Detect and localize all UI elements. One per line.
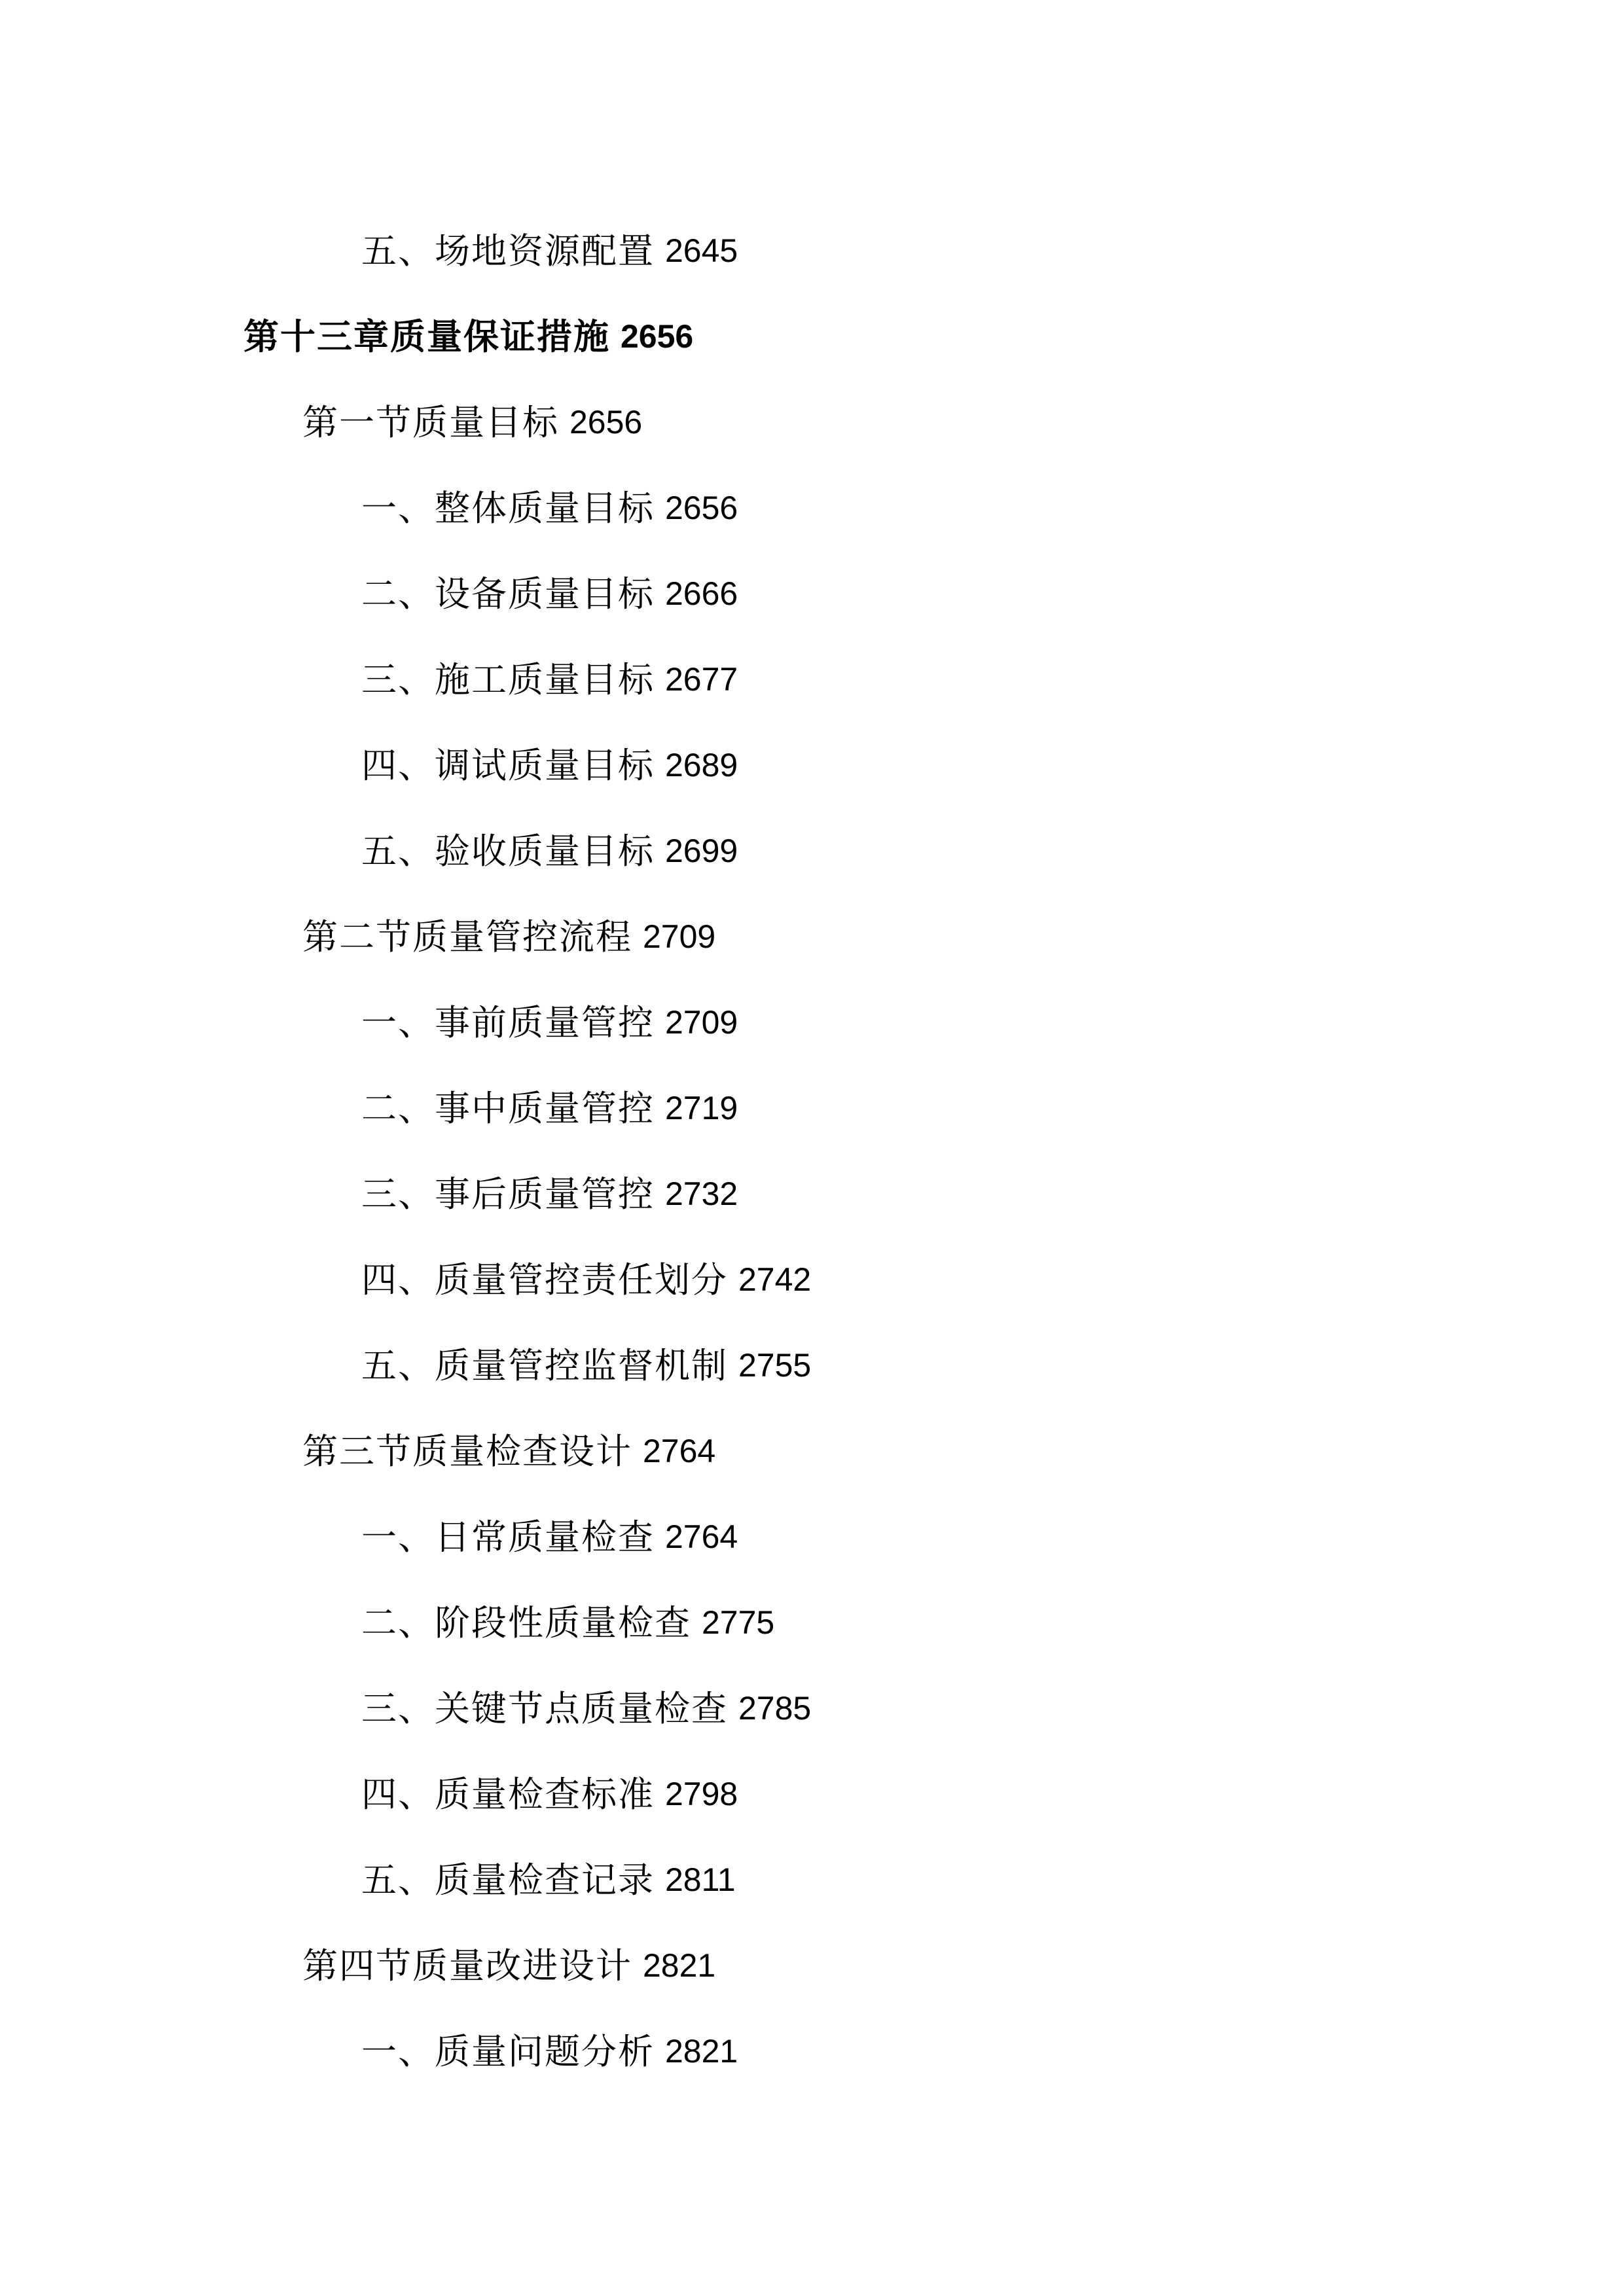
toc-entry-page: 2732: [665, 1175, 738, 1212]
toc-entry-title: 四、质量管控责任划分: [361, 1259, 728, 1300]
toc-entry-page: 2775: [702, 1604, 775, 1641]
toc-entry[interactable]: [0, 723, 1624, 808]
toc-entry[interactable]: [0, 465, 1624, 551]
toc-entry[interactable]: [0, 551, 1624, 637]
toc-entry-page: 2811: [665, 1861, 736, 1898]
toc-entry-page: 2666: [665, 575, 738, 612]
toc-entry[interactable]: [0, 1494, 1624, 1580]
toc-entry-title: 三、施工质量目标: [361, 659, 655, 700]
toc-entry-title: 五、场地资源配置: [361, 230, 655, 272]
toc-entry-title: 二、事中质量管控: [361, 1088, 655, 1129]
toc-entry-title: 三、事后质量管控: [361, 1174, 655, 1215]
toc-entry-title: 四、调试质量目标: [361, 745, 655, 786]
toc-entry-page: 2755: [738, 1347, 812, 1384]
toc-entry-section[interactable]: [0, 380, 1624, 465]
toc-entry-page: 2699: [665, 833, 738, 869]
toc-entry-title: 一、整体质量目标: [361, 488, 655, 529]
toc-entry-page: 2645: [665, 232, 738, 269]
toc-entry-section[interactable]: [0, 894, 1624, 980]
toc-entry[interactable]: [0, 980, 1624, 1066]
toc-entry-section[interactable]: [0, 1923, 1624, 2009]
toc-entry-title: 一、日常质量检查: [361, 1516, 655, 1558]
toc-entry[interactable]: [0, 2009, 1624, 2094]
toc-entry-section[interactable]: [0, 1408, 1624, 1494]
toc-entry[interactable]: [0, 1666, 1624, 1751]
toc-entry-page: 2677: [665, 661, 738, 698]
toc-entry[interactable]: [0, 637, 1624, 723]
toc-entry-page: 2764: [665, 1518, 738, 1555]
toc-entry-page: 2785: [738, 1690, 812, 1727]
toc-entry-page: 2656: [621, 318, 694, 355]
toc-entry-title: 一、事前质量管控: [361, 1002, 655, 1043]
toc-entry-page: 2709: [665, 1004, 738, 1041]
toc-entry[interactable]: [0, 1237, 1624, 1323]
toc-entry-title: 五、质量检查记录: [361, 1859, 655, 1901]
toc-entry[interactable]: [0, 208, 1624, 294]
toc-entry-title: 一、质量问题分析: [361, 2031, 655, 2072]
toc-entry[interactable]: [0, 808, 1624, 894]
toc-entry-title: 第一节质量目标: [302, 402, 559, 443]
toc-entry-page: 2656: [665, 490, 738, 526]
toc-entry-title: 第三节质量检查设计: [302, 1431, 632, 1472]
table-of-contents: [0, 208, 1624, 2094]
toc-entry-title: 第二节质量管控流程: [302, 916, 632, 958]
toc-entry-title: 五、质量管控监督机制: [361, 1345, 728, 1386]
toc-entry-page: 2798: [665, 1776, 738, 1812]
toc-entry-chapter[interactable]: [0, 294, 1624, 380]
toc-entry[interactable]: [0, 1751, 1624, 1837]
toc-entry[interactable]: [0, 1580, 1624, 1666]
toc-entry-title: 三、关键节点质量检查: [361, 1688, 728, 1729]
toc-entry-title: 五、验收质量目标: [361, 831, 655, 872]
toc-entry-title: 二、设备质量目标: [361, 573, 655, 615]
toc-entry[interactable]: [0, 1066, 1624, 1151]
toc-entry-title: 四、质量检查标准: [361, 1774, 655, 1815]
toc-entry[interactable]: [0, 1323, 1624, 1408]
toc-entry[interactable]: [0, 1837, 1624, 1923]
toc-entry-title: 二、阶段性质量检查: [361, 1602, 691, 1643]
toc-entry-page: 2719: [665, 1090, 738, 1126]
toc-entry-page: 2656: [569, 404, 643, 440]
toc-entry-page: 2821: [643, 1947, 716, 1984]
toc-entry-page: 2689: [665, 747, 738, 783]
toc-entry-page: 2821: [665, 2033, 738, 2070]
toc-entry-page: 2742: [738, 1261, 812, 1298]
toc-entry[interactable]: [0, 1151, 1624, 1237]
toc-entry-page: 2709: [643, 918, 716, 955]
toc-entry-title: 第四节质量改进设计: [302, 1945, 632, 1986]
toc-entry-page: 2764: [643, 1433, 716, 1469]
toc-entry-title: 第十三章质量保证措施: [244, 316, 610, 357]
